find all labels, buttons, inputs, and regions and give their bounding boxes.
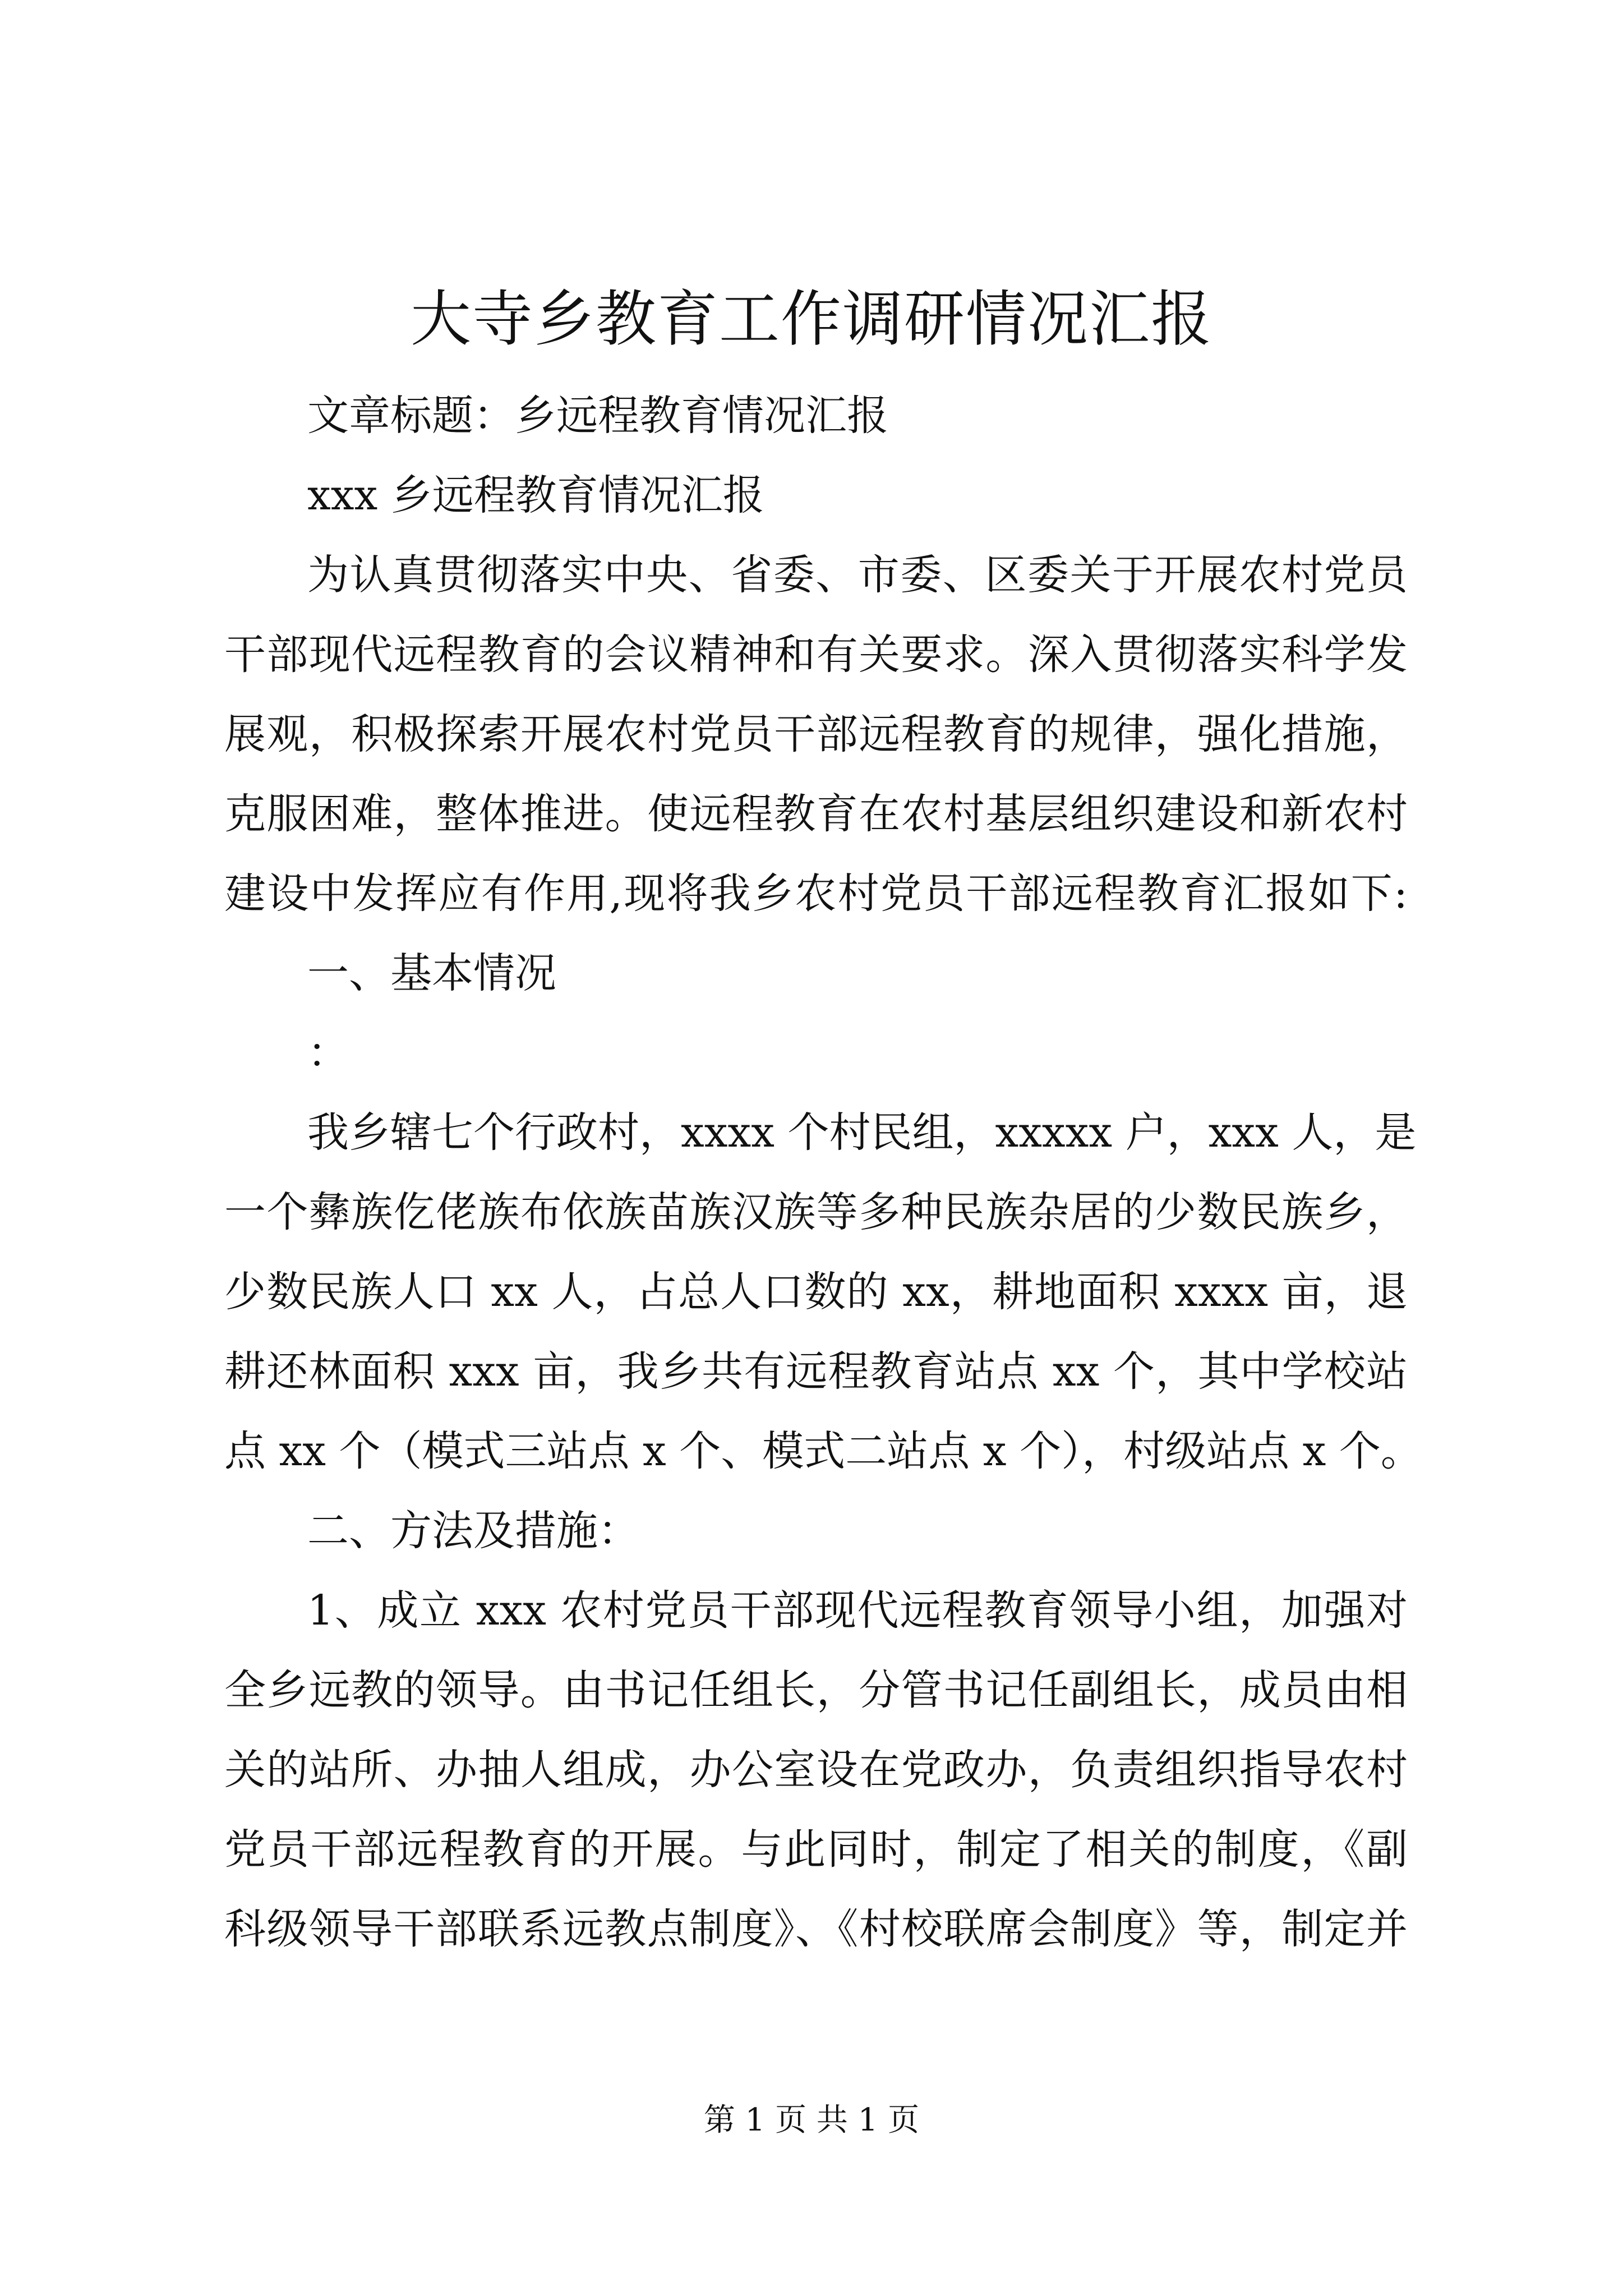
- section-heading-methods: 二、方法及措施：: [307, 1507, 639, 1555]
- page-footer: 第 1 页 共 1 页: [703, 2102, 920, 2138]
- paragraph-line: 少数民族人口 xx 人，占总人口数的 xx，耕地面积 xxxx 亩，退: [224, 1268, 1408, 1316]
- report-subtitle-line: xxx 乡远程教育情况汇报: [307, 471, 764, 519]
- article-title-line: 文章标题：乡远程教育情况汇报: [307, 392, 888, 440]
- colon-line: ：: [307, 1029, 349, 1077]
- paragraph-line: 建设中发挥应有作用,现将我乡农村党员干部远程教育汇报如下:: [224, 869, 1408, 918]
- paragraph-line: 科级领导干部联系远教点制度》、《村校联席会制度》等，制定并: [224, 1905, 1408, 1953]
- paragraph-line: 全乡远教的领导。由书记任组长，分管书记任副组长，成员由相: [224, 1666, 1408, 1714]
- paragraph-line: 展观，积极探索开展农村党员干部远程教育的规律，强化措施，: [224, 710, 1408, 758]
- paragraph-line: 一个彝族仡佬族布依族苗族汉族等多种民族杂居的少数民族乡，: [224, 1188, 1408, 1236]
- paragraph-line: 我乡辖七个行政村，xxxx 个村民组，xxxxx 户，xxx 人，是: [307, 1108, 1417, 1157]
- document-title: 大寺乡教育工作调研情况汇报: [410, 284, 1212, 355]
- paragraph-line: 1、成立 xxx 农村党员干部现代远程教育领导小组，加强对: [307, 1586, 1408, 1635]
- paragraph-line: 关的站所、办抽人组成，办公室设在党政办，负责组织指导农村: [224, 1746, 1408, 1794]
- paragraph-line: 耕还林面积 xxx 亩，我乡共有远程教育站点 xx 个，其中学校站: [224, 1347, 1408, 1396]
- document-body: [224, 376, 1422, 1969]
- section-heading-basic: 一、基本情况: [307, 949, 556, 997]
- paragraph-line: 党员干部远程教育的开展。与此同时，制定了相关的制度，《副: [224, 1825, 1408, 1874]
- paragraph-line: 克服困难，整体推进。使远程教育在农村基层组织建设和新农村: [224, 790, 1408, 838]
- paragraph-line: 点 xx 个（模式三站点 x 个、模式二站点 x 个），村级站点 x 个。: [224, 1427, 1422, 1475]
- paragraph-line: 为认真贯彻落实中央、省委、市委、区委关于开展农村党员: [307, 551, 1408, 599]
- paragraph-line: 干部现代远程教育的会议精神和有关要求。深入贯彻落实科学发: [224, 631, 1408, 679]
